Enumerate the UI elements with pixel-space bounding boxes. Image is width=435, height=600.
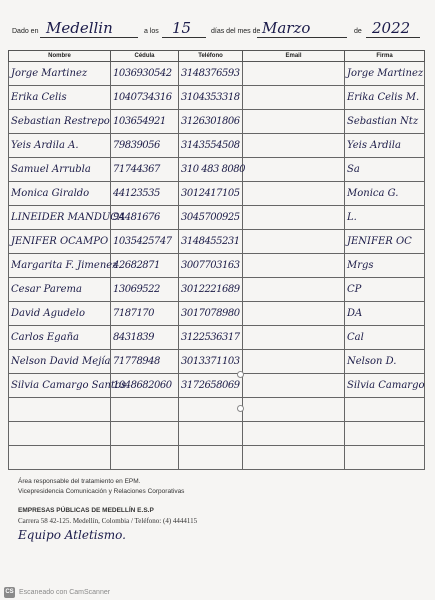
day-value: 15 bbox=[172, 19, 192, 37]
cell-email bbox=[243, 326, 345, 350]
cell-cedula: 79839056 bbox=[111, 134, 179, 158]
cell-telefono bbox=[179, 446, 243, 470]
company-address: Carrera 58 42-125. Medellín, Colombia / Teléfono: (4) 4444115 bbox=[18, 517, 198, 525]
cell-email bbox=[243, 62, 345, 86]
cell-nombre: Yeis Ardila A. bbox=[9, 134, 111, 158]
cell-firma: CP bbox=[345, 278, 425, 302]
cell-firma: Nelson D. bbox=[345, 350, 425, 374]
cell-nombre: Jorge Martinez bbox=[9, 62, 111, 86]
cell-email bbox=[243, 86, 345, 110]
a-los-label: a los bbox=[144, 28, 159, 35]
cell-firma: Cal bbox=[345, 326, 425, 350]
table-row bbox=[9, 86, 425, 110]
punch-hole bbox=[237, 405, 244, 412]
table-row bbox=[9, 422, 425, 446]
cell-nombre: Silvia Camargo Santos bbox=[9, 374, 111, 398]
table-row bbox=[9, 278, 425, 302]
company-name: EMPRESAS PÚBLICAS DE MEDELLÍN E.S.P bbox=[18, 507, 154, 514]
col-header-firma: Firma bbox=[345, 51, 425, 62]
cell-telefono: 3104353318 bbox=[179, 86, 243, 110]
cell-firma: L. bbox=[345, 206, 425, 230]
cell-firma: Erika Celis M. bbox=[345, 86, 425, 110]
cell-email bbox=[243, 302, 345, 326]
table-row bbox=[9, 302, 425, 326]
cell-nombre: Samuel Arrubla bbox=[9, 158, 111, 182]
table-row bbox=[9, 158, 425, 182]
camscanner-text: Escaneado con CamScanner bbox=[19, 589, 111, 596]
cell-cedula: 44123535 bbox=[111, 182, 179, 206]
cell-firma: DA bbox=[345, 302, 425, 326]
cell-nombre: JENIFER OCAMPO bbox=[9, 230, 111, 254]
cell-telefono: 310 483 8080 bbox=[179, 158, 243, 182]
cell-nombre bbox=[9, 422, 111, 446]
cell-email bbox=[243, 374, 345, 398]
cell-email bbox=[243, 134, 345, 158]
attendance-table bbox=[8, 50, 425, 470]
cell-cedula: 13069522 bbox=[111, 278, 179, 302]
cell-cedula: 71778948 bbox=[111, 350, 179, 374]
table-row bbox=[9, 374, 425, 398]
vicepresidencia-text: Vicepresidencia Comunicación y Relaciones Corporativas bbox=[18, 488, 185, 495]
cell-firma bbox=[345, 446, 425, 470]
cell-firma bbox=[345, 422, 425, 446]
cell-nombre: David Agudelo bbox=[9, 302, 111, 326]
cell-firma: Jorge Martinez bbox=[345, 62, 425, 86]
day-underline bbox=[162, 37, 206, 38]
cell-firma bbox=[345, 398, 425, 422]
cell-email bbox=[243, 230, 345, 254]
cell-nombre: Sebastian Restrepo bbox=[9, 110, 111, 134]
cell-email bbox=[243, 278, 345, 302]
cell-firma: Silvia Camargo bbox=[345, 374, 425, 398]
camscanner-watermark bbox=[0, 586, 435, 600]
cell-email bbox=[243, 254, 345, 278]
cell-cedula: 71744367 bbox=[111, 158, 179, 182]
table-row bbox=[9, 230, 425, 254]
cell-email bbox=[243, 206, 345, 230]
table-row bbox=[9, 398, 425, 422]
col-header-nombre: Nombre bbox=[9, 51, 111, 62]
cell-cedula: 7187170 bbox=[111, 302, 179, 326]
col-header-cedula: Cédula bbox=[111, 51, 179, 62]
table-row bbox=[9, 326, 425, 350]
cell-telefono: 3012417105 bbox=[179, 182, 243, 206]
table-row bbox=[9, 62, 425, 86]
cell-email bbox=[243, 398, 345, 422]
header-line bbox=[12, 28, 38, 35]
table-row bbox=[9, 254, 425, 278]
cell-telefono: 3126301806 bbox=[179, 110, 243, 134]
cell-telefono: 3143554508 bbox=[179, 134, 243, 158]
camscanner-logo-icon: CS bbox=[4, 587, 15, 598]
area-responsable-text: Área responsable del tratamiento en EPM. bbox=[18, 478, 141, 485]
cell-telefono: 3012221689 bbox=[179, 278, 243, 302]
cell-nombre bbox=[9, 398, 111, 422]
cell-cedula bbox=[111, 422, 179, 446]
table-row bbox=[9, 182, 425, 206]
cell-cedula bbox=[111, 446, 179, 470]
cell-nombre bbox=[9, 446, 111, 470]
cell-nombre: LINEIDER MANDUCA bbox=[9, 206, 111, 230]
cell-cedula: 103654921 bbox=[111, 110, 179, 134]
cell-cedula: 1036930542 bbox=[111, 62, 179, 86]
cell-cedula: 42682871 bbox=[111, 254, 179, 278]
cell-email bbox=[243, 422, 345, 446]
cell-email bbox=[243, 182, 345, 206]
cell-firma: Yeis Ardila bbox=[345, 134, 425, 158]
city-value: Medellin bbox=[46, 19, 113, 37]
cell-firma: Sebastian Ntz bbox=[345, 110, 425, 134]
cell-telefono bbox=[179, 422, 243, 446]
cell-telefono: 3172658069 bbox=[179, 374, 243, 398]
month-value: Marzo bbox=[262, 19, 311, 37]
month-underline bbox=[257, 37, 347, 38]
cell-telefono: 3007703163 bbox=[179, 254, 243, 278]
table-row bbox=[9, 206, 425, 230]
cell-telefono: 3017078980 bbox=[179, 302, 243, 326]
table-row bbox=[9, 446, 425, 470]
team-note: Equipo Atletismo. bbox=[18, 528, 126, 542]
cell-email bbox=[243, 446, 345, 470]
cell-nombre: Carlos Egaña bbox=[9, 326, 111, 350]
table-row bbox=[9, 134, 425, 158]
table-row bbox=[9, 350, 425, 374]
cell-nombre: Margarita F. Jimenez bbox=[9, 254, 111, 278]
cell-email bbox=[243, 110, 345, 134]
cell-nombre: Cesar Parema bbox=[9, 278, 111, 302]
col-header-telefono: Teléfono bbox=[179, 51, 243, 62]
cell-email bbox=[243, 158, 345, 182]
year-value: 2022 bbox=[372, 19, 411, 37]
dado-en-label: Dado en bbox=[12, 28, 39, 35]
cell-cedula bbox=[111, 398, 179, 422]
de-label: de bbox=[354, 28, 362, 35]
cell-email bbox=[243, 350, 345, 374]
cell-nombre: Monica Giraldo bbox=[9, 182, 111, 206]
cell-telefono: 3148376593 bbox=[179, 62, 243, 86]
cell-telefono: 3013371103 bbox=[179, 350, 243, 374]
city-underline bbox=[40, 37, 138, 38]
year-underline bbox=[366, 37, 420, 38]
cell-telefono: 3122536317 bbox=[179, 326, 243, 350]
dias-label: días del mes de bbox=[211, 28, 261, 35]
cell-cedula: 8431839 bbox=[111, 326, 179, 350]
table-row bbox=[9, 110, 425, 134]
cell-cedula: 94481676 bbox=[111, 206, 179, 230]
cell-cedula: 1048682060 bbox=[111, 374, 179, 398]
cell-telefono bbox=[179, 398, 243, 422]
cell-firma: Sa bbox=[345, 158, 425, 182]
cell-telefono: 3148455231 bbox=[179, 230, 243, 254]
cell-nombre: Erika Celis bbox=[9, 86, 111, 110]
cell-cedula: 1040734316 bbox=[111, 86, 179, 110]
punch-hole bbox=[237, 371, 244, 378]
cell-firma: Mrgs bbox=[345, 254, 425, 278]
cell-firma: Monica G. bbox=[345, 182, 425, 206]
table-header-row bbox=[9, 51, 425, 62]
cell-telefono: 3045700925 bbox=[179, 206, 243, 230]
cell-cedula: 1035425747 bbox=[111, 230, 179, 254]
cell-firma: JENIFER OC bbox=[345, 230, 425, 254]
col-header-email: Email bbox=[243, 51, 345, 62]
cell-nombre: Nelson David Mejía bbox=[9, 350, 111, 374]
